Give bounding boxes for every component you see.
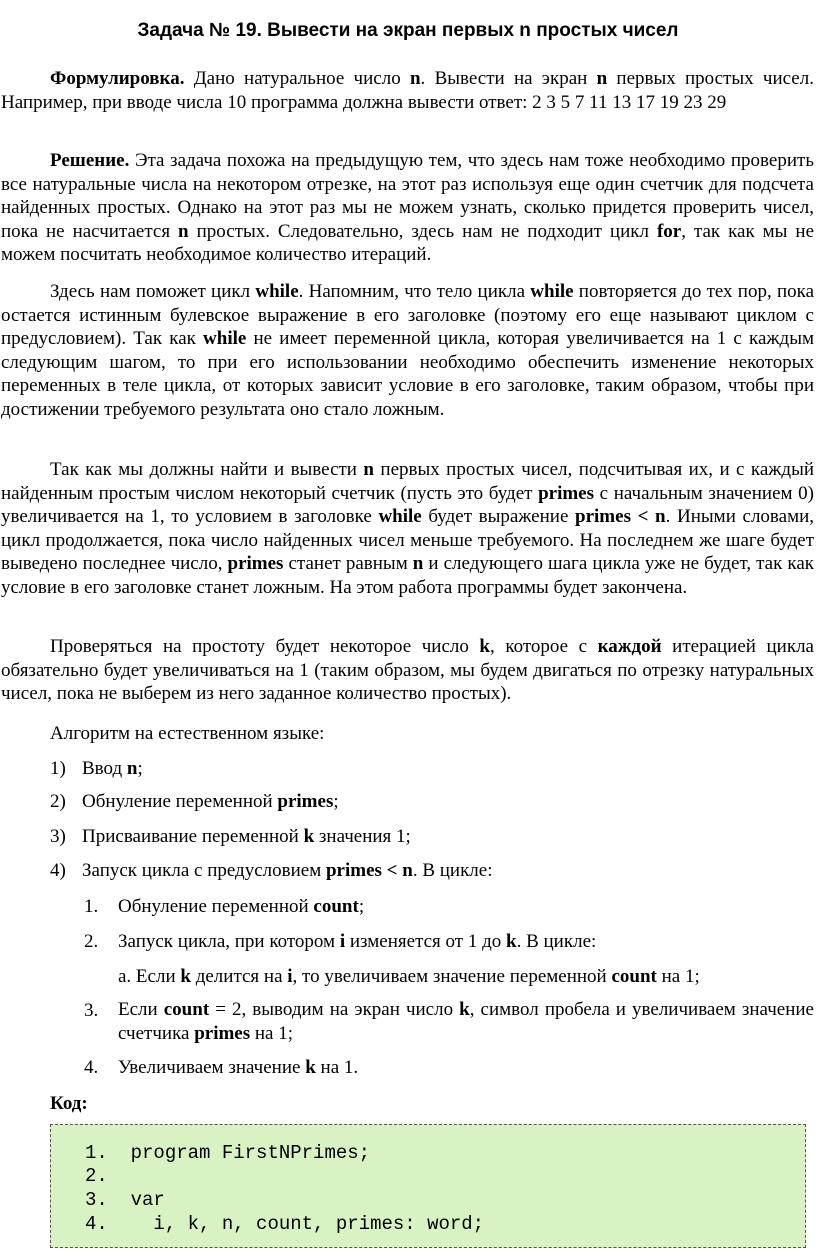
substep-bold-part: k [459, 999, 470, 1020]
step-text-part: ; [333, 791, 339, 812]
k-text-1: Проверяться на простоту будет некоторое число [50, 636, 480, 657]
substep-text-part: на 1. [315, 1057, 359, 1078]
primes-text-7: и следующего шага цикла уже не будет, так как условие в его заголовке станет ложным. На этом работа программы будет закончена. [1, 553, 814, 598]
substep-text [118, 1057, 358, 1079]
primes-var-1: primes [538, 482, 595, 504]
step-bold-part: primes [277, 791, 334, 812]
step-text-part: значения 1; [314, 826, 411, 847]
code-line-number: 4. [85, 1213, 108, 1235]
substep-text-part: а. Если [118, 966, 181, 987]
formulation-text-3: первых простых чисел. Например, при вводе числа 10 программа должна вывести ответ: 2 3 5 7 11 13 17 19 23 29 [1, 68, 814, 113]
step-text-part: Обнуление переменной [82, 791, 278, 812]
substep-text-part: , символ пробела и увеличиваем значение счетчика [118, 999, 814, 1044]
solution-label: Решение. [50, 150, 130, 171]
solution-text-1: Эта задача похожа на предыдущую тем, что здесь нам тоже необходимо проверить все натуральные числа на некотором отрезке, на этот раз используя еще один счетчик для подсчета найденных простых. Однако на этот раз мы не можем узнать, сколько придется проверить чисел, пока не насчитается [1, 150, 814, 242]
primes-text-4: будет выражение [421, 506, 576, 527]
formulation-paragraph [1, 67, 814, 114]
code-line [85, 1142, 370, 1164]
substep-bold-part: count [611, 966, 657, 987]
substep-text [118, 896, 364, 918]
primes-var-2: primes [227, 553, 284, 574]
substep-text-part: делится на [190, 966, 288, 987]
step-bold-part: primes < n [325, 860, 413, 881]
solution-for: for [656, 220, 682, 242]
step-text [82, 791, 339, 813]
step-number: 4) [50, 860, 66, 881]
primes-text-1: Так как мы должны найти и вывести [50, 459, 364, 480]
solution-text-3: , так как мы не можем посчитать необходимое количество итераций. [1, 220, 814, 265]
primes-paragraph [1, 458, 814, 599]
step-number: 1) [50, 758, 66, 779]
step-text-part: Присваивание переменной [82, 826, 304, 847]
step-text [82, 758, 143, 780]
while-keyword-3: while [203, 328, 247, 349]
primes-n-2: n [412, 553, 424, 574]
substep-bold-part: i [339, 931, 346, 952]
code-line-text: i, k, n, count, primes: word; [130, 1213, 485, 1235]
substep-number: 2. [84, 931, 99, 952]
substep-bold-part: count [313, 896, 359, 917]
substep-text-part: Обнуление переменной [118, 896, 314, 917]
primes-text-3: с начальным значением 0) увеличивается на 1, то условием в заголовке [1, 482, 814, 527]
k-text-3: итерацией цикла обязательно будет увеличиваться на 1 (таким образом, мы будем двигаться по отрезку натуральных чисел, пока не выберем из него заданное количество простых). [1, 636, 814, 704]
solution-text-2: простых. Следовательно, здесь нам не подходит цикл [188, 220, 657, 242]
substep-text-part: . В цикле: [516, 931, 597, 952]
substep-number: 4. [84, 1057, 99, 1078]
substep-text-part: ; [358, 896, 365, 917]
substep-text-part: Запуск цикла, при котором [118, 931, 340, 952]
substep-text-part: изменяется от 1 до [345, 931, 507, 952]
substep-bold-part: primes [194, 1022, 251, 1044]
while-text-1: Здесь нам поможет цикл [50, 281, 256, 302]
while-text-4: не имеет переменной цикла, которая увеличивается на 1 с каждым следующим шагом, то при его использовании необходимо обеспечить изменение некоторых переменных в теле цикла, от которых зависит условие в его заголовке, таким образом, чтобы при достижении требуемого результата оно стало ложным. [1, 328, 814, 420]
step-text-part: Запуск цикла с предусловием [82, 860, 326, 881]
substep-bold-part: i [287, 966, 293, 987]
k-text-2: , которое с [490, 636, 598, 657]
code-line-number: 3. [85, 1189, 108, 1211]
substep-text-part: Увеличиваем значение [118, 1057, 306, 1078]
algorithm-heading: Алгоритм на естественном языке: [50, 723, 325, 744]
k-each: каждой [597, 636, 662, 657]
step-bold-part: k [303, 826, 315, 847]
substep-bold-part: k [506, 931, 517, 952]
substep-text-part: = 2, выводим на экран число [209, 999, 460, 1020]
primes-n-1: n [363, 459, 374, 480]
k-variable: k [479, 636, 490, 657]
step-number: 3) [50, 826, 66, 847]
while-paragraph [1, 280, 814, 421]
substep-text-part: , то увеличиваем значение переменной [292, 966, 612, 987]
primes-text-6: станет равным [283, 553, 413, 574]
k-paragraph [1, 635, 814, 706]
step-text [82, 860, 493, 882]
code-line-number: 2. [85, 1165, 108, 1187]
code-line-number: 1. [85, 1142, 108, 1164]
substep-bold-part: k [305, 1057, 316, 1078]
code-heading: Код: [50, 1093, 88, 1114]
code-line-text: var [130, 1189, 165, 1211]
formulation-n-1: n [409, 68, 421, 89]
substep-text-part: Если [118, 999, 164, 1020]
substep-text-part: на 1; [656, 966, 700, 987]
substep-bold-part: count [163, 999, 210, 1020]
while-text-2: . Напомним, что тело цикла [298, 281, 531, 302]
while-text-3: повторяется до тех пор, пока остается истинным булевское выражение в его заголовке (поэтому его еще называют циклом с предусловием). Так как [1, 281, 815, 349]
formulation-n-2: n [596, 68, 608, 89]
primes-text-5: . Иными словами, цикл продолжается, пока число найденных чисел меньше требуемого. На последнем же шаге будет выведено последнее число, [1, 506, 815, 574]
code-line [85, 1213, 484, 1235]
solution-n: n [178, 220, 189, 242]
while-keyword-1: while [255, 281, 299, 302]
solution-paragraph [1, 149, 814, 267]
step-text-part: . В цикле: [412, 860, 493, 881]
step-bold-part: n [126, 758, 138, 779]
substep-text [118, 931, 596, 953]
step-text-part: Ввод [82, 758, 127, 779]
while-keyword-2: while [530, 281, 574, 302]
code-line [85, 1165, 131, 1187]
substep-text-part: на 1; [250, 1022, 294, 1044]
substep-number: 1. [84, 896, 99, 917]
primes-while: while [378, 506, 422, 527]
formulation-text-2: . Вывести на экран [420, 68, 597, 89]
primes-expression: primes < n [575, 506, 666, 527]
substep-a-text [118, 966, 700, 988]
code-line [85, 1189, 165, 1211]
page-title: Задача № 19. Вывести на экран первых n простых чисел [137, 20, 679, 41]
step-text [82, 826, 411, 848]
substep-text [118, 998, 814, 1045]
code-block [50, 1124, 806, 1248]
code-line-text: program FirstNPrimes; [130, 1142, 371, 1164]
step-text-part: ; [137, 758, 143, 779]
step-number: 2) [50, 791, 66, 812]
primes-text-2: первых простых чисел, подсчитывая их, и с каждый найденным простым числом некоторый счетчик (пусть это будет [1, 459, 815, 504]
substep-bold-part: k [180, 966, 191, 987]
formulation-text-1: Дано натуральное число [184, 68, 410, 89]
formulation-label: Формулировка. [50, 68, 185, 89]
substep-number: 3. [84, 1000, 99, 1021]
